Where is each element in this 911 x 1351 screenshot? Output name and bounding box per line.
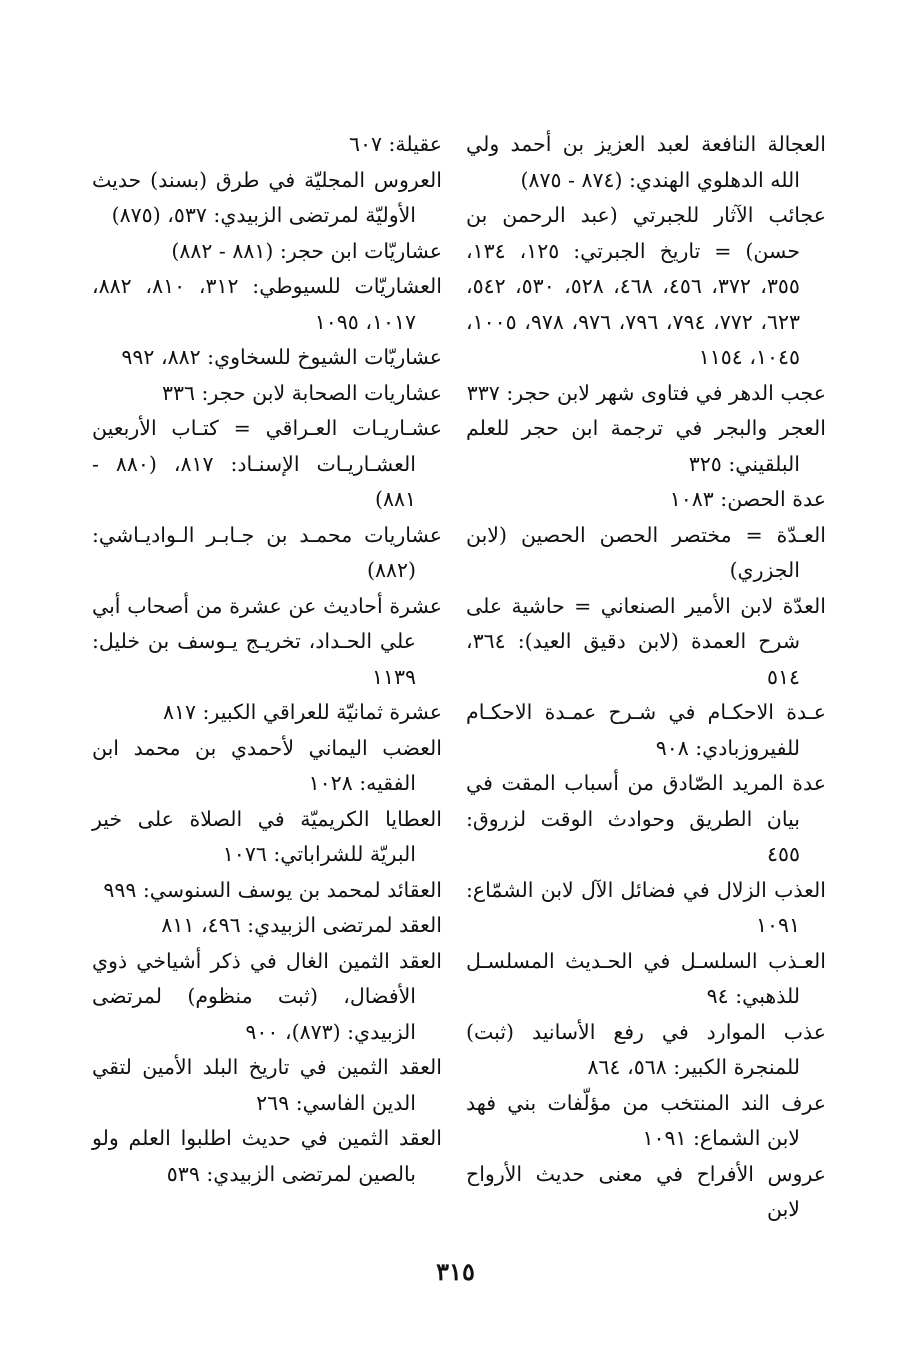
left-column bbox=[92, 127, 442, 1192]
index-entry: عشاريّات ابن حجر: (٨٨١ - ٨٨٢) bbox=[171, 238, 442, 263]
index-entry: العجالة النافعة لعبد العزيز بن أحمد ولي الله الدهلوي الهندي: (٨٧٤ - ٨٧٥) bbox=[466, 132, 826, 192]
right-column bbox=[466, 127, 826, 1228]
index-entry: عدة المريد الصّادق من أسباب المقت في بيان الطريق وحوادث الوقت لزروق: ٤٥٥ bbox=[466, 771, 826, 866]
index-entry: العقد الثمين في حديث اطلبوا العلم ولو بالصين لمرتضى الزبيدي: ٥٣٩ bbox=[92, 1126, 442, 1186]
index-entry: العضب اليماني لأحمدي بن محمد ابن الفقيه: ١٠٢٨ bbox=[92, 735, 442, 795]
index-entry: العـدّة = مختصر الحصن الحصين (لابن الجزري) bbox=[466, 522, 826, 582]
index-entry: عشاريّات الشيوخ للسخاوي: ٨٨٢، ٩٩٢ bbox=[121, 345, 442, 369]
index-entry: عروس الأفراح في معنى حديث الأرواح لابن bbox=[466, 1161, 826, 1221]
index-entry: عجب الدهر في فتاوى شهر لابن حجر: ٣٣٧ bbox=[466, 380, 826, 405]
index-entry: العجر والبجر في ترجمة ابن حجر للعلم البلقيني: ٣٢٥ bbox=[466, 416, 826, 476]
index-entry: العـذب السلسـل في الحـديث المسلسـل للذهبي: ٩٤ bbox=[466, 948, 826, 1008]
index-entry: العقد الثمين في تاريخ البلد الأمين لتقي الدين الفاسي: ٢٦٩ bbox=[92, 1055, 442, 1115]
page-number: ٣١٥ bbox=[436, 1257, 475, 1286]
index-entry: العروس المجليّة في طرق (بسند) حديث الأوليّة لمرتضى الزبيدي: ٥٣٧، (٨٧٥) bbox=[92, 167, 442, 227]
index-entry: عـدة الاحكـام في شـرح عمـدة الاحكـام للفيروزبادي: ٩٠٨ bbox=[466, 700, 826, 760]
index-entry: عدة الحصن: ١٠٨٣ bbox=[669, 487, 826, 511]
index-entry: العقد الثمين الغال في ذكر أشياخي ذوي الأفضال، (ثبت منظوم) لمرتضى الزبيدي: (٨٧٣)، ٩٠٠ bbox=[92, 948, 442, 1044]
index-entry: العقد لمرتضى الزبيدي: ٤٩٦، ٨١١ bbox=[161, 913, 442, 937]
index-entry: العقائد لمحمد بن يوسف السنوسي: ٩٩٩ bbox=[103, 877, 442, 902]
index-entry: عشرة أحاديث عن عشرة من أصحاب أبي علي الحـداد، تخريـج يـوسف بن خليل: ١١٣٩ bbox=[92, 593, 442, 689]
index-entry: عقيلة: ٦٠٧ bbox=[348, 132, 442, 156]
index-entry: عشـاريـات العـراقي = كتـاب الأربعين العشـاريـات الإسنـاد: ٨١٧، (٨٨٠ - ٨٨١) bbox=[92, 416, 442, 511]
index-entry: عذب الموارد في رفع الأسانيد (ثبت) للمنجرة الكبير: ٥٦٨، ٨٦٤ bbox=[466, 1019, 826, 1079]
index-entry: عشاريات الصحابة لابن حجر: ٣٣٦ bbox=[161, 380, 442, 405]
index-entry: العشاريّات للسيوطي: ٣١٢، ٨١٠، ٨٨٢، ١٠١٧، ١٠٩٥ bbox=[92, 274, 442, 334]
index-entry: عجائب الآثار للجبرتي (عبد الرحمن بن حسن) = تاريخ الجبرتي: ١٢٥، ١٣٤، ٣٥٥، ٣٧٢، ٤٥٦، ٤٦٨، ٥٢٨، ٥٣٠، ٥٤٢، ٦٢٣، ٧٧٢، ٧٩٤، ٧٩٦، ٩٧٦، ٩٧٨، ١٠٠٥، ١٠٤٥، ١١٥٤ bbox=[466, 203, 826, 369]
index-entry: عشاريات محمـد بن جـابـر الـواديـاشي: (٨٨٢) bbox=[92, 522, 442, 582]
index-entry: العطايا الكريميّة في الصلاة على خير البريّة للشراباتي: ١٠٧٦ bbox=[92, 806, 442, 866]
index-entry: العذب الزلال في فضائل الآل لابن الشمّاع: ١٠٩١ bbox=[466, 877, 826, 937]
index-entry: العدّة لابن الأمير الصنعاني = حاشية على شرح العمدة (لابن دقيق العيد): ٣٦٤، ٥١٤ bbox=[466, 593, 826, 689]
index-entry: عرف الند المنتخب من مؤلّفات بني فهد لابن الشماع: ١٠٩١ bbox=[466, 1090, 826, 1150]
index-entry: عشرة ثمانيّة للعراقي الكبير: ٨١٧ bbox=[162, 700, 442, 724]
